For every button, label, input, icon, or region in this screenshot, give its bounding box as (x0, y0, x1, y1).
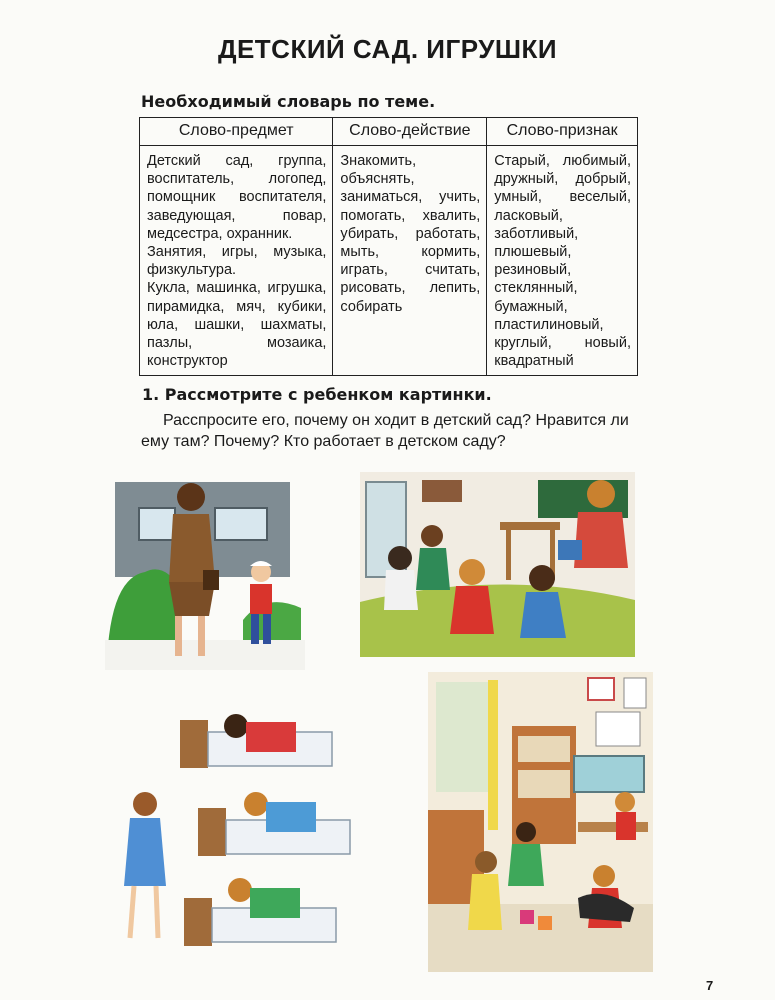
nouns-toys: Кукла, машинка, игрушка, пирамидка, мяч, кубики, юла, шашки, шахматы, пазлы, мозаика, конструктор (147, 280, 327, 370)
cell-adjectives (487, 146, 638, 376)
illustration-nap-time (100, 690, 355, 950)
page-title: ДЕТСКИЙ САД. ИГРУШКИ (217, 34, 558, 64)
vocab-heading: Необходимый словарь по теме. (141, 92, 436, 111)
nouns-activities: Занятия, игры, музыка, физкультура. (147, 244, 327, 279)
adjectives-list: Старый, любимый, дружный, добрый, умный, веселый, ласковый, заботливый, плюшевый, резиновый, стеклянный, бумажный, пластилиновый, круглый, новый, квадратный (494, 153, 631, 370)
task-text: Расспросите его, почему он ходит в детский сад? Нравится ли ему там? Почему? Кто работает в детском саду? (141, 412, 629, 450)
illustration-arrival (105, 470, 305, 670)
header-adjectives: Слово-признак (487, 118, 638, 146)
header-verbs: Слово-действие (333, 118, 487, 146)
vocab-table (139, 117, 638, 376)
task-heading: 1. Рассмотрите с ребенком картинки. (142, 385, 492, 404)
verbs-list: Знакомить, объяснять, заниматься, учить, помогать, хвалить, убирать, работать, мыть, кормить, играть, считать, рисовать, лепить, собирать (340, 153, 481, 315)
header-nouns: Слово-предмет (140, 118, 333, 146)
vocab-header-row (140, 118, 638, 146)
illustration-playroom (428, 672, 653, 972)
nouns-people: Детский сад, группа, воспитатель, логопед, помощник воспитателя, заведующая, повар, медсестра, охранник. (147, 153, 327, 242)
illustration-reading (360, 472, 635, 657)
cell-nouns (140, 146, 333, 376)
vocab-body-row (140, 146, 638, 376)
page-number: 7 (706, 978, 714, 993)
cell-verbs (333, 146, 487, 376)
